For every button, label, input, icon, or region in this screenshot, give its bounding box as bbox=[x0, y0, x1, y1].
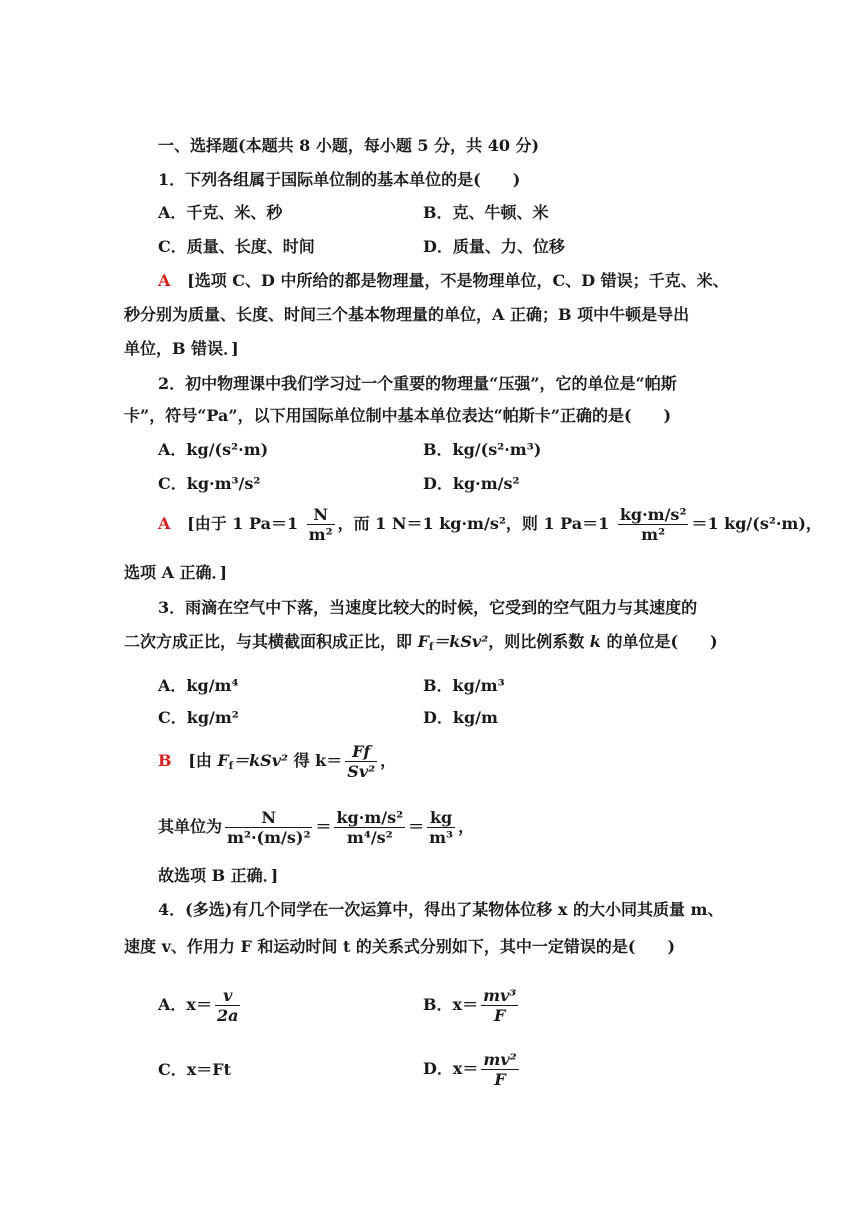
q3-explanation-end: 故选项 B 正确．] bbox=[158, 866, 279, 885]
q1-stem: 1．下列各组属于国际单位制的基本单位的是( ) bbox=[158, 170, 521, 189]
q3-option-c: C．kg/m² bbox=[158, 708, 239, 727]
fraction: $\frac{v}{2a}$ bbox=[216, 986, 239, 1025]
q4-stem-line1: 4．(多选)有几个同学在一次运算中，得出了某物体位移 x 的大小同其质量 m、 bbox=[158, 900, 724, 919]
q2-explanation-end: 选项 A 正确．] bbox=[124, 563, 228, 582]
q4-option-d: D．x＝ $\frac{\text{mv²}}{F}$ bbox=[423, 1050, 517, 1089]
fraction: $\frac{\text{mv³}}{F}$ bbox=[483, 986, 517, 1025]
fraction: $\frac{\text{kg·m/s²}}{\text{m²}}$ bbox=[619, 505, 687, 544]
q1-explanation-line1: A [选项 C、D 中所给的都是物理量，不是物理单位，C、D 错误；千克、米、 bbox=[158, 271, 729, 290]
q2-stem-line1: 2．初中物理课中我们学习过一个重要的物理量“压强”，它的单位是“帕斯 bbox=[158, 374, 677, 393]
q4-option-c: C．x＝Ft bbox=[158, 1060, 232, 1079]
q4-stem-line2: 速度 v、作用力 F 和运动时间 t 的关系式分别如下，其中一定错误的是( ) bbox=[124, 937, 676, 956]
q1-option-c: C．质量、长度、时间 bbox=[158, 237, 315, 256]
q3-answer: B bbox=[158, 751, 172, 770]
q2-stem-line2: 卡”，符号“Pa”，以下用国际单位制中基本单位表达“帕斯卡”正确的是( ) bbox=[124, 406, 672, 425]
q2-option-d: D．kg·m/s² bbox=[423, 474, 520, 493]
q2-answer: A bbox=[158, 514, 171, 533]
q3-stem-line1: 3．雨滴在空气中下落，当速度比较大的时候，它受到的空气阻力与其速度的 bbox=[158, 598, 698, 617]
fraction: $\frac{kg}{\text{m³}}$ bbox=[429, 808, 454, 847]
q2-explanation: A [由于 1 Pa＝1 $\frac{N}{\text{m²}}$ ，而 1 N＝1 kg·m/s²，则 1 Pa＝1 $\frac{\text{kg·m/s²}}{\text{m²}}$ ＝1 kg/(s²·m)， bbox=[158, 505, 822, 544]
q3-option-d: D．kg/m bbox=[423, 708, 498, 727]
q1-explanation-line3: 单位，B 错误．] bbox=[124, 339, 239, 358]
q1-option-d: D．质量、力、位移 bbox=[423, 237, 565, 256]
fraction: $\frac{N}{\text{m²}}$ bbox=[308, 505, 333, 544]
q2-option-c: C．kg·m³/s² bbox=[158, 474, 261, 493]
q2-option-a: A．kg/(s²·m) bbox=[158, 440, 269, 459]
fraction: $\frac{\text{mv²}}{F}$ bbox=[483, 1050, 517, 1089]
fraction: $\frac{\text{kg·m/s²}}{\text{m⁴/s²}}$ bbox=[336, 808, 404, 847]
q1-option-a: A．千克、米、秒 bbox=[158, 203, 283, 222]
q4-option-a: A．x＝ $\frac{v}{2a}$ bbox=[158, 986, 239, 1025]
q3-stem-line2: 二次方成正比，与其横截面积成正比，即 $F_f=kSv^2$，则比例系数 k 的单位是( ) bbox=[124, 632, 718, 653]
q3-option-b: B．kg/m³ bbox=[423, 676, 505, 695]
q3-option-a: A．kg/m⁴ bbox=[158, 676, 239, 695]
q3-explanation: B [由 $F_f=kSv^2$ 得 k＝ $\frac{Ff}{\text{Sv²}}$ ， bbox=[158, 742, 397, 781]
q1-option-b: B．克、牛顿、米 bbox=[423, 203, 549, 222]
q2-option-b: B．kg/(s²·m³) bbox=[423, 440, 542, 459]
q4-option-b: B．x＝ $\frac{\text{mv³}}{F}$ bbox=[423, 986, 517, 1025]
fraction: $\frac{N}{\text{m²·(m/s)²}}$ bbox=[227, 808, 311, 847]
q1-answer: A bbox=[158, 271, 171, 290]
fraction: $\frac{Ff}{\text{Sv²}}$ bbox=[347, 742, 376, 781]
q3-unit-derivation: 其单位为 $\frac{N}{\text{m²·(m/s)²}}$ ＝ $\frac{\text{kg·m/s²}}{\text{m⁴/s²}}$ ＝ $\frac{kg}{\text{m³}}$ ， bbox=[158, 808, 475, 847]
section-header: 一、选择题(本题共 8 小题，每小题 5 分，共 40 分) bbox=[158, 136, 540, 155]
q1-explanation-line2: 秒分别为质量、长度、时间三个基本物理量的单位，A 正确；B 项中牛顿是导出 bbox=[124, 305, 690, 324]
